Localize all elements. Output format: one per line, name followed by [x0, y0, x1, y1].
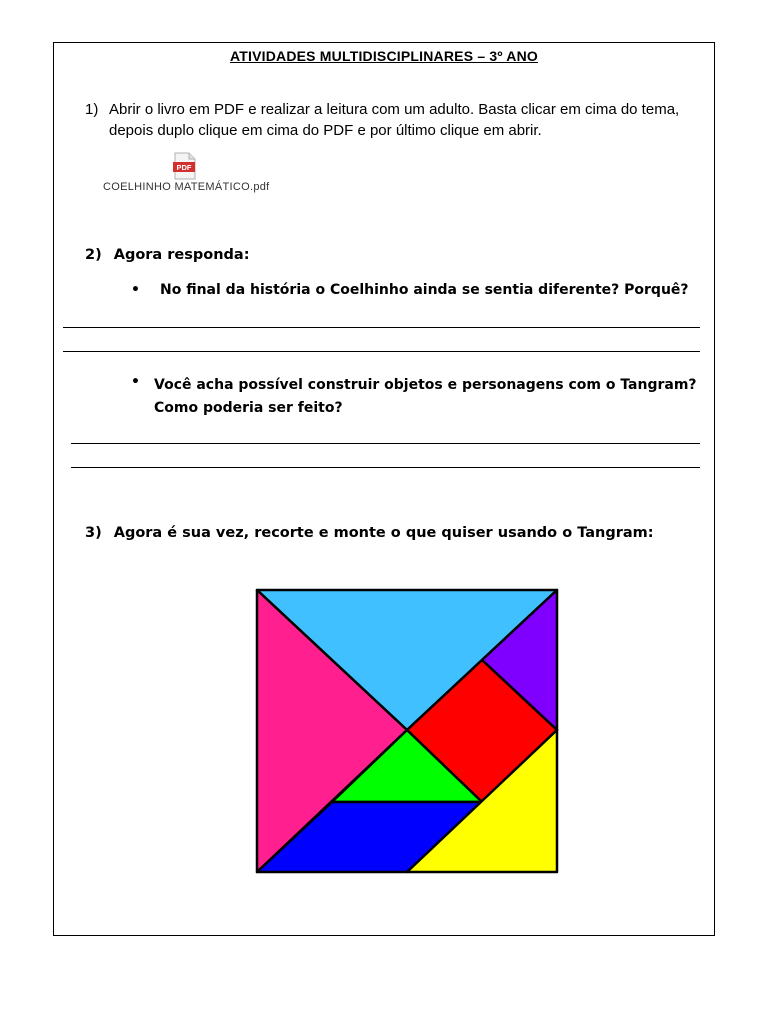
- question-2-text: Agora responda:: [113, 247, 250, 263]
- bullet-marker: •: [131, 374, 140, 390]
- pdf-icon-label: PDF: [176, 163, 192, 172]
- answer-line[interactable]: [71, 467, 700, 468]
- question-2: [85, 247, 250, 263]
- answer-line[interactable]: [63, 327, 700, 328]
- question-3-number: 3): [85, 525, 102, 541]
- bullet-text-1: No final da história o Coelhinho ainda se sentia diferente? Porquê?: [160, 282, 689, 298]
- question-3: [85, 525, 654, 541]
- answer-line[interactable]: [63, 351, 700, 352]
- question-3-text: Agora é sua vez, recorte e monte o que quiser usando o Tangram:: [113, 525, 654, 541]
- page-title: ATIVIDADES MULTIDISCIPLINARES – 3º ANO: [229, 48, 539, 64]
- question-1-text: Abrir o livro em PDF e realizar a leitura com um adulto. Basta clicar em cima do tema, depois duplo clique em cima do PDF e por último clique em abrir.: [109, 101, 680, 139]
- pdf-file-icon[interactable]: [173, 152, 197, 180]
- tangram-figure: [255, 588, 559, 874]
- bullet-text-2: Você acha possível construir objetos e personagens com o Tangram? Como poderia ser feito?: [154, 377, 697, 416]
- question-1-number: 1): [85, 101, 99, 118]
- answer-line[interactable]: [71, 443, 700, 444]
- question-2-number: 2): [85, 247, 102, 263]
- bullet-marker: •: [131, 282, 140, 298]
- pdf-filename-link[interactable]: COELHINHO MATEMÁTICO.pdf: [103, 181, 270, 193]
